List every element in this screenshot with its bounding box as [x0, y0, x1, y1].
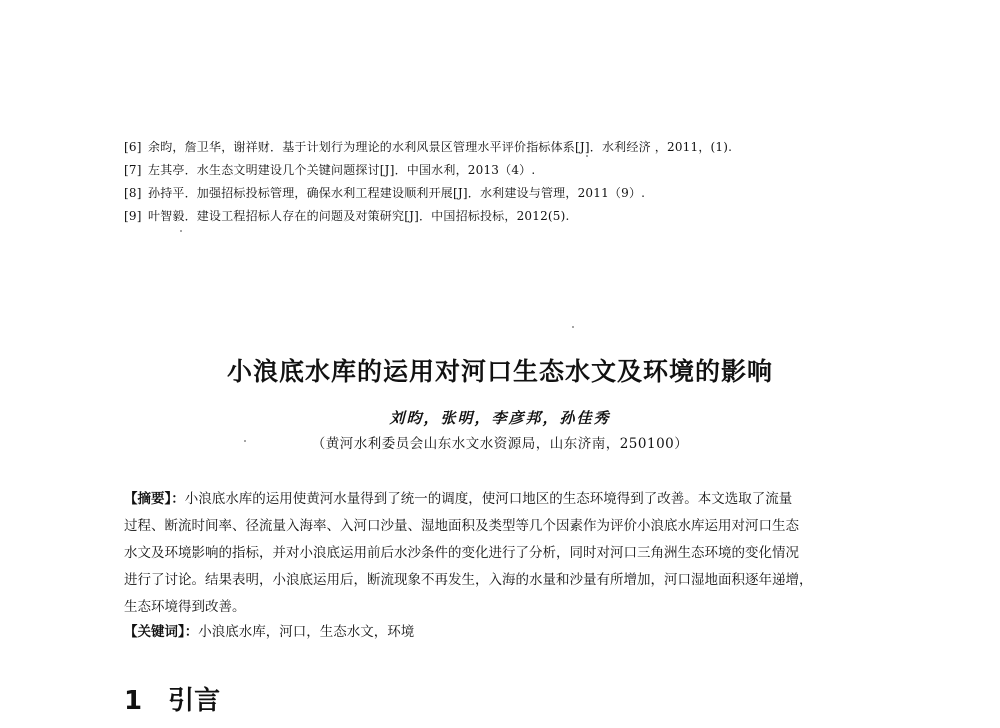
- reference-number: [8]: [124, 186, 142, 200]
- keywords-label: 【关键词】：: [124, 624, 199, 640]
- reference-item: [124, 136, 884, 159]
- keywords-text: 小浪底水库，河口，生态水文，环境: [198, 624, 415, 640]
- scan-speck: [572, 326, 574, 328]
- reference-number: [9]: [124, 209, 142, 223]
- scan-speck: [180, 230, 182, 232]
- keywords: [124, 620, 414, 644]
- abstract-label: 【摘要】：: [124, 491, 185, 507]
- reference-text: 孙持平．加强招标投标管理，确保水利工程建设顺利开展[J]．水利建设与管理，2011（9）.: [148, 186, 646, 200]
- abstract-line: 过程、断流时间率、径流量入海率、入河口沙量、湿地面积及类型等几个因素作为评价小浪底水库运用对河口生态: [124, 518, 799, 534]
- reference-text: 左其亭．水生态文明建设几个关键问题探讨[J]．中国水利，2013（4）.: [148, 163, 536, 177]
- abstract-text: 小浪底水库的运用使黄河水量得到了统一的调度，使河口地区的生态环境得到了改善。本文选取了流量: [184, 491, 793, 507]
- section-number: 1: [124, 686, 143, 716]
- paper-affiliation: （黄河水利委员会山东水文水资源局，山东济南，250100）: [311, 436, 689, 452]
- reference-list: [124, 136, 884, 228]
- abstract-line: [124, 486, 884, 513]
- paper-title: 小浪底水库的运用对河口生态水文及环境的影响: [226, 357, 773, 386]
- abstract-line: 水文及环境影响的指标，并对小浪底运用前后水沙条件的变化进行了分析，同时对河口三角洲生态环境的变化情况: [124, 545, 799, 561]
- abstract-line: 进行了讨论。结果表明，小浪底运用后，断流现象不再发生，入海的水量和沙量有所增加，河口湿地面积逐年递增，: [124, 572, 813, 588]
- section-heading: [124, 680, 220, 717]
- section-title: 引言: [168, 686, 221, 716]
- reference-item: [124, 205, 884, 228]
- reference-item: [124, 159, 884, 182]
- reference-text: 余昀，詹卫华，谢祥财．基于计划行为理论的水利风景区管理水平评价指标体系[J]．水利经济 ，2011，(1).: [148, 140, 733, 154]
- reference-number: [7]: [124, 163, 142, 177]
- scan-speck: [244, 440, 246, 442]
- abstract-line: 生态环境得到改善。: [124, 599, 246, 615]
- scan-speck: [586, 155, 588, 157]
- reference-number: [6]: [124, 140, 142, 154]
- paper-authors: 刘昀，张明，李彦邦，孙佳秀: [389, 409, 611, 427]
- reference-item: [124, 182, 884, 205]
- reference-text: 叶智毅．建设工程招标人存在的问题及对策研究[J]．中国招标投标，2012(5).: [148, 209, 570, 223]
- abstract: [124, 486, 884, 621]
